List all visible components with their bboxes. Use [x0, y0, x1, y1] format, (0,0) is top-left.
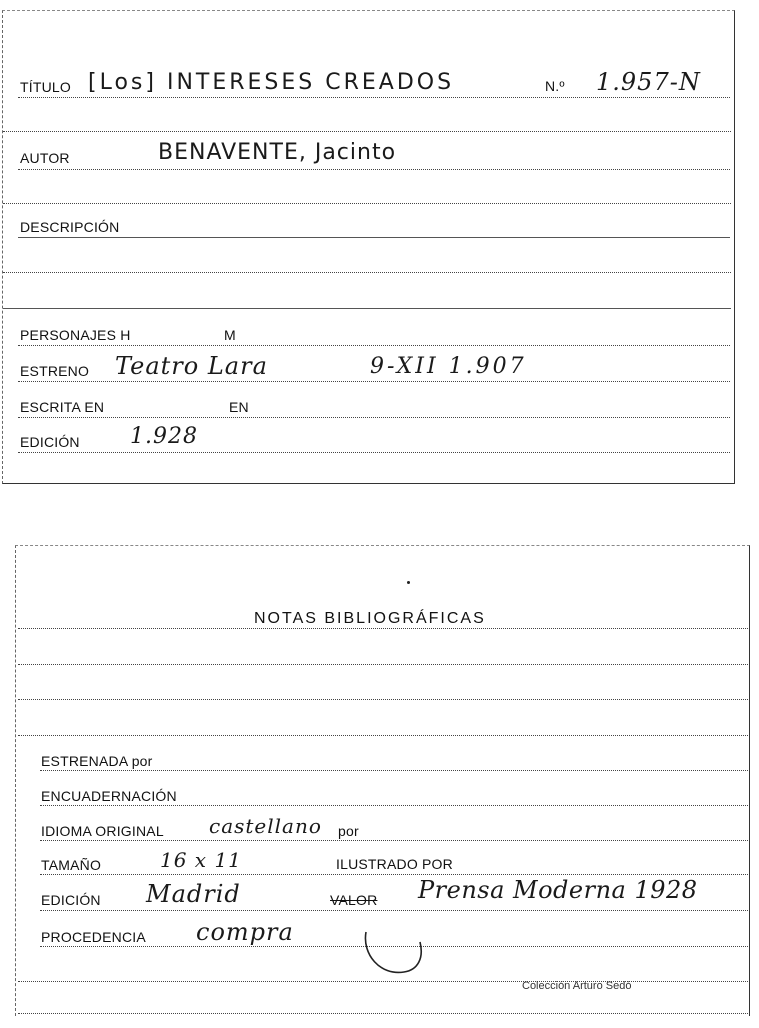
- valor-value: Prensa Moderna 1928: [418, 876, 698, 904]
- idioma-rule: [40, 840, 748, 841]
- rule-b11: [18, 981, 748, 982]
- autor-value: BENAVENTE, Jacinto: [158, 140, 397, 165]
- idioma-por-label: por: [338, 823, 359, 839]
- edicion-rule: [18, 452, 730, 453]
- notas-title: NOTAS BIBLIOGRÁFICAS: [254, 610, 486, 627]
- titulo-label: TÍTULO: [20, 79, 71, 95]
- titulo-rule: [18, 97, 730, 98]
- edicion-back-label: EDICIÓN: [41, 892, 101, 908]
- titulo-value: [Los] INTERESES CREADOS: [88, 70, 455, 95]
- edicion-back-value: Madrid: [146, 880, 241, 908]
- tamano-rule: [40, 874, 748, 875]
- rule-b2: [18, 664, 748, 665]
- autor-rule: [18, 169, 730, 170]
- personajes-m-label: M: [224, 327, 236, 343]
- estreno-date: 9-XII 1.907: [370, 354, 527, 379]
- estreno-label: ESTRENO: [20, 363, 90, 379]
- pen-curve-mark: [360, 928, 430, 980]
- escrita-rule: [18, 417, 730, 418]
- edicion-back-rule: [40, 910, 748, 911]
- tamano-label: TAMAÑO: [41, 857, 102, 873]
- descripcion-label: DESCRIPCIÓN: [20, 219, 120, 235]
- estrenada-rule: [40, 770, 748, 771]
- ilustrado-label: ILUSTRADO POR: [336, 856, 453, 872]
- procedencia-value: compra: [196, 918, 294, 946]
- idioma-value: castellano: [209, 814, 322, 838]
- rule-7: [3, 308, 731, 309]
- edicion-value: 1.928: [130, 424, 198, 449]
- idioma-label: IDIOMA ORIGINAL: [41, 823, 164, 839]
- rule-6: [3, 272, 731, 273]
- rule-4: [3, 203, 731, 204]
- encuadernacion-rule: [40, 805, 748, 806]
- personajes-label: PERSONAJES H: [20, 327, 131, 343]
- tamano-value: 16 x 11: [160, 848, 242, 872]
- escrita-en-label: ESCRITA EN: [20, 399, 105, 415]
- valor-label: VALOR: [330, 892, 378, 908]
- estrenada-label: ESTRENADA por: [41, 753, 153, 769]
- personajes-rule: [18, 345, 730, 346]
- encuadernacion-label: ENCUADERNACIÓN: [41, 788, 177, 804]
- rule-b3: [18, 699, 748, 700]
- rule-b4: [18, 735, 748, 736]
- en-label: EN: [229, 399, 249, 415]
- punch-mark: [407, 581, 410, 584]
- rule-b12: [18, 1013, 748, 1014]
- procedencia-label: PROCEDENCIA: [41, 929, 146, 945]
- autor-label: AUTOR: [20, 150, 70, 166]
- numero-label: N.º: [545, 78, 565, 94]
- numero-value: 1.957-N: [596, 68, 701, 96]
- collection-footer: Colección Arturo Sedó: [522, 980, 632, 992]
- estreno-rule: [18, 381, 730, 382]
- rule-2: [3, 131, 731, 132]
- descripcion-rule: [18, 237, 730, 238]
- notas-rule: [18, 628, 748, 629]
- estreno-value: Teatro Lara: [115, 352, 268, 380]
- edicion-label: EDICIÓN: [20, 434, 80, 450]
